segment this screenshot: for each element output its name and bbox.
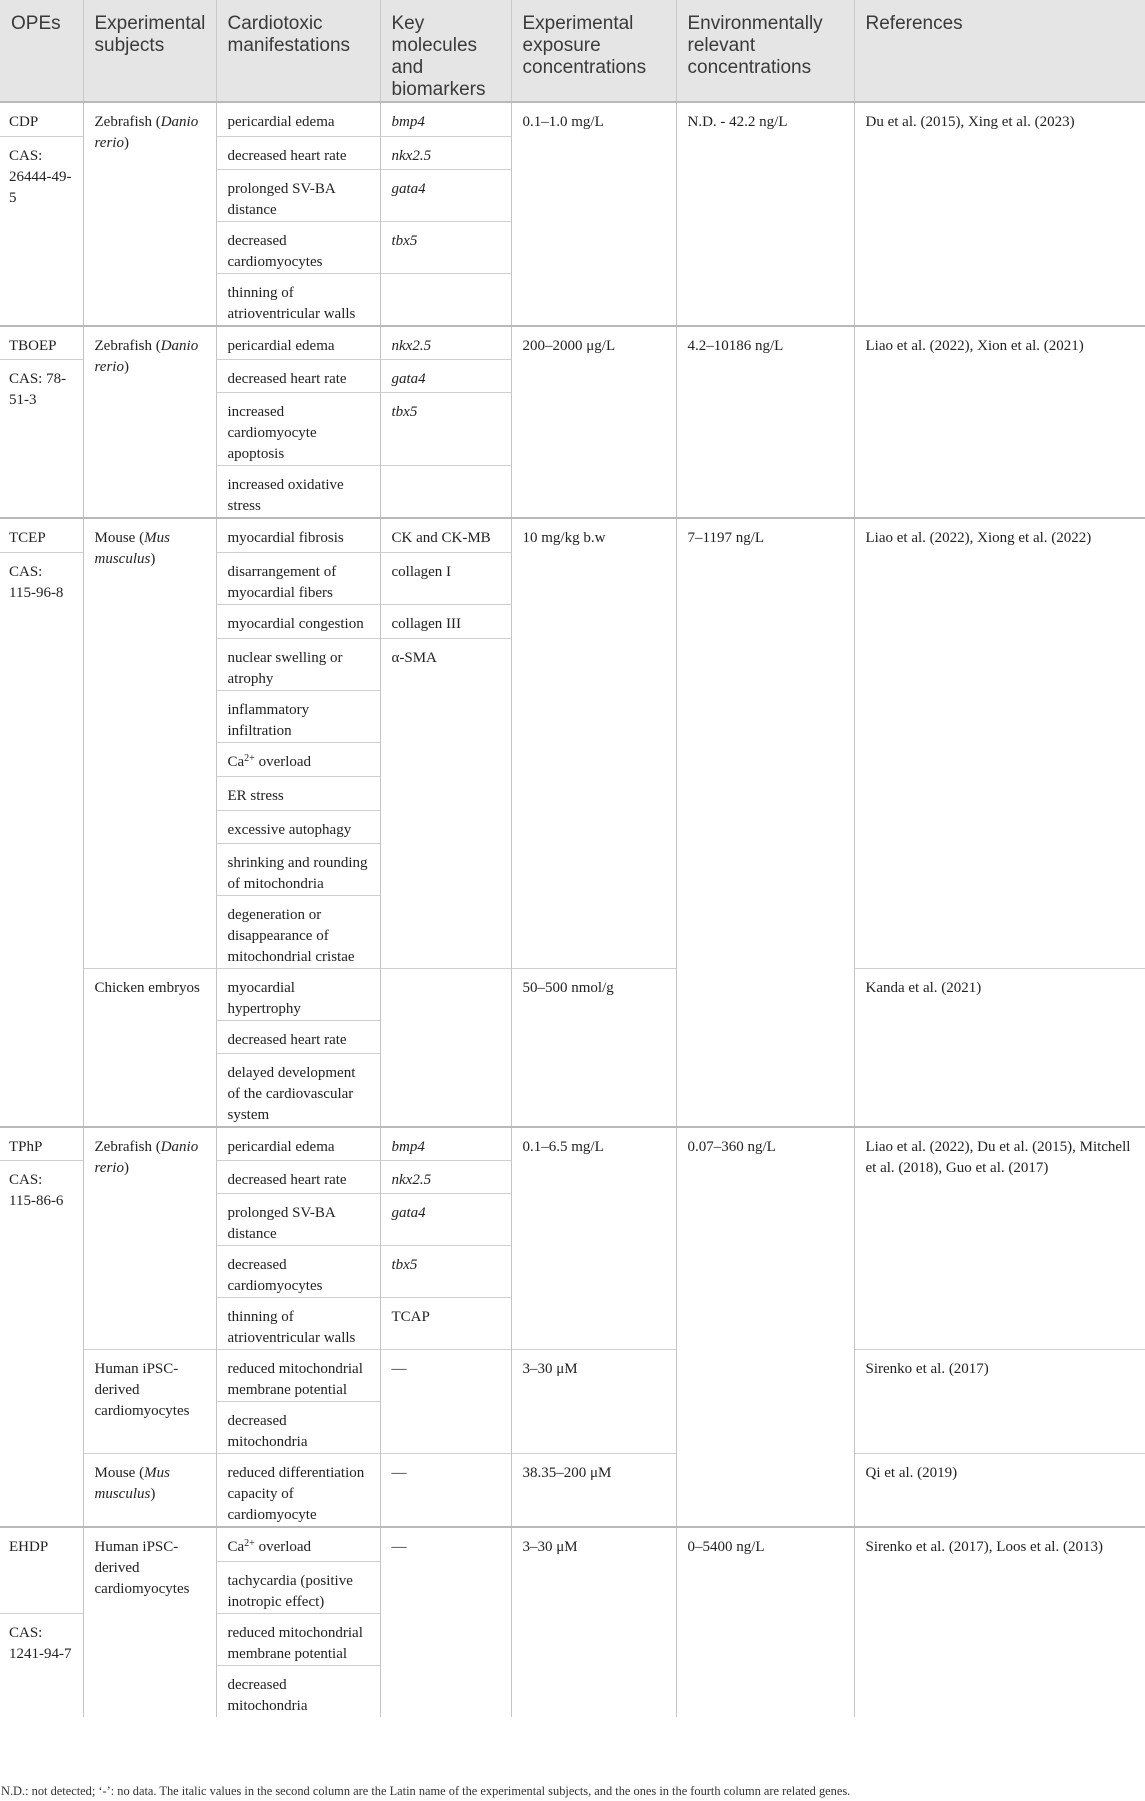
- manifestation: thinning of atrioventricular walls: [216, 1298, 380, 1350]
- marker: —: [380, 1454, 511, 1528]
- marker: bmp4: [380, 1127, 511, 1161]
- header-environmental-concentrations: Environmentally relevant concentrations: [676, 0, 854, 102]
- manifestation: pericardial edema: [216, 102, 380, 136]
- table-row: [0, 968, 1145, 1020]
- manifestation: $Ca^{2+}$ overload: [216, 1527, 380, 1561]
- marker: [380, 466, 511, 519]
- manifestation: ER stress: [216, 776, 380, 810]
- superscript: 2+: [244, 752, 255, 764]
- manifestation: reduced mitochondrial membrane potential: [216, 1350, 380, 1402]
- marker: tbx5: [380, 393, 511, 466]
- exposure-concentration: 200–2000 μg/L: [511, 326, 676, 519]
- experimental-subject: Chicken embryos: [83, 968, 216, 1127]
- manifestation: myocardial hypertrophy: [216, 968, 380, 1020]
- cas-number: CAS: 78-51-3: [0, 360, 83, 519]
- exposure-concentration: 38.35–200 μM: [511, 1454, 676, 1528]
- manifestation: excessive autophagy: [216, 810, 380, 843]
- references: Liao et al. (2022), Xion et al. (2021): [854, 326, 1145, 519]
- superscript: 2+: [244, 1538, 255, 1549]
- manifestation: thinning of atrioventricular walls: [216, 273, 380, 326]
- table-row: [0, 326, 1145, 360]
- table-row: [0, 102, 1145, 136]
- marker: bmp4: [380, 102, 511, 136]
- marker: gata4: [380, 1194, 511, 1246]
- ope-name: TBOEP: [0, 326, 83, 360]
- manifestation: decreased heart rate: [216, 136, 380, 169]
- cas-number: CAS: 115-96-8: [0, 552, 83, 1127]
- environmental-concentration: 7–1197 ng/L: [676, 518, 854, 1127]
- cas-number: CAS: 1241-94-7: [0, 1613, 83, 1717]
- experimental-subject: Mouse (Mus musculus): [83, 1454, 216, 1528]
- manifestation: pericardial edema: [216, 1127, 380, 1161]
- exposure-concentration: 3–30 μM: [511, 1527, 676, 1717]
- environmental-concentration: 4.2–10186 ng/L: [676, 326, 854, 519]
- marker: tbx5: [380, 221, 511, 273]
- table-row: [0, 1527, 1145, 1561]
- manifestation: decreased heart rate: [216, 1161, 380, 1194]
- manifestation: decreased cardiomyocytes: [216, 1246, 380, 1298]
- header-references: References: [854, 0, 1145, 102]
- marker: α-SMA: [380, 638, 511, 968]
- table-row: [0, 1127, 1145, 1161]
- ope-name: TPhP: [0, 1127, 83, 1161]
- exposure-concentration: 0.1–1.0 mg/L: [511, 102, 676, 326]
- manifestation: pericardial edema: [216, 326, 380, 360]
- marker: tbx5: [380, 1246, 511, 1298]
- ope-name: CDP: [0, 102, 83, 136]
- experimental-subject: Mouse (Mus musculus): [83, 518, 216, 968]
- environmental-concentration: N.D. - 42.2 ng/L: [676, 102, 854, 326]
- header-experimental-subjects: Experimental subjects: [83, 0, 216, 102]
- header-row: [0, 0, 1145, 102]
- manifestation: tachycardia (positive inotropic effect): [216, 1561, 380, 1613]
- manifestation: decreased heart rate: [216, 360, 380, 393]
- ope-name: EHDP: [0, 1527, 83, 1613]
- marker: nkx2.5: [380, 326, 511, 360]
- manifestation: disarrangement of myocardial fibers: [216, 552, 380, 604]
- manifestation: decreased cardiomyocytes: [216, 221, 380, 273]
- header-exposure-concentrations: Experimental exposure concentrations: [511, 0, 676, 102]
- manifestation: myocardial fibrosis: [216, 518, 380, 552]
- manifestation: nuclear swelling or atrophy: [216, 638, 380, 690]
- header-cardiotoxic-manifestations: Cardiotoxic manifestations: [216, 0, 380, 102]
- manifestation: increased cardiomyocyte apoptosis: [216, 393, 380, 466]
- marker-empty: [380, 968, 511, 1127]
- references: Liao et al. (2022), Du et al. (2015), Mitchell et al. (2018), Guo et al. (2017): [854, 1127, 1145, 1350]
- marker: —: [380, 1350, 511, 1454]
- table-row: [0, 1454, 1145, 1528]
- references: Du et al. (2015), Xing et al. (2023): [854, 102, 1145, 326]
- manifestation: $Ca^{2+}$ overload: [216, 742, 380, 776]
- marker: collagen III: [380, 604, 511, 638]
- exposure-concentration: 0.1–6.5 mg/L: [511, 1127, 676, 1350]
- marker: [380, 273, 511, 326]
- experimental-subject: Human iPSC-derived cardiomyocytes: [83, 1527, 216, 1717]
- marker: gata4: [380, 360, 511, 393]
- manifestation: decreased heart rate: [216, 1020, 380, 1053]
- references: Sirenko et al. (2017): [854, 1350, 1145, 1454]
- marker: CK and CK-MB: [380, 518, 511, 552]
- manifestation: delayed development of the cardiovascular system: [216, 1053, 380, 1127]
- cas-number: CAS: 115-86-6: [0, 1161, 83, 1528]
- environmental-concentration: 0.07–360 ng/L: [676, 1127, 854, 1528]
- manifestation: decreased mitochondria: [216, 1665, 380, 1717]
- marker: TCAP: [380, 1298, 511, 1350]
- manifestation: increased oxidative stress: [216, 466, 380, 519]
- manifestation: reduced mitochondrial membrane potential: [216, 1613, 380, 1665]
- marker: nkx2.5: [380, 1161, 511, 1194]
- references: Sirenko et al. (2017), Loos et al. (2013): [854, 1527, 1145, 1717]
- marker: gata4: [380, 169, 511, 221]
- manifestation: reduced differentiation capacity of cardiomyocyte: [216, 1454, 380, 1528]
- manifestation: myocardial congestion: [216, 604, 380, 638]
- manifestation: degeneration or disappearance of mitochondrial cristae: [216, 895, 380, 968]
- marker: nkx2.5: [380, 136, 511, 169]
- exposure-concentration: 3–30 μM: [511, 1350, 676, 1454]
- table-row: [0, 1350, 1145, 1402]
- exposure-concentration: 10 mg/kg b.w: [511, 518, 676, 968]
- manifestation: inflammatory infiltration: [216, 690, 380, 742]
- environmental-concentration: 0–5400 ng/L: [676, 1527, 854, 1717]
- ope-name: TCEP: [0, 518, 83, 552]
- manifestation: decreased mitochondria: [216, 1402, 380, 1454]
- header-opes: OPEs: [0, 0, 83, 102]
- manifestation: prolonged SV-BA distance: [216, 1194, 380, 1246]
- references: Kanda et al. (2021): [854, 968, 1145, 1127]
- experimental-subject: Zebrafish (Danio rerio): [83, 326, 216, 519]
- marker: —: [380, 1527, 511, 1717]
- experimental-subject: Human iPSC-derived cardiomyocytes: [83, 1350, 216, 1454]
- references: Liao et al. (2022), Xiong et al. (2022): [854, 518, 1145, 968]
- references: Qi et al. (2019): [854, 1454, 1145, 1528]
- manifestation: prolonged SV-BA distance: [216, 169, 380, 221]
- marker: collagen I: [380, 552, 511, 604]
- experimental-subject: Zebrafish (Danio rerio): [83, 1127, 216, 1350]
- manifestation: shrinking and rounding of mitochondria: [216, 843, 380, 895]
- header-key-molecules: Key molecules and biomarkers: [380, 0, 511, 102]
- exposure-concentration: 50–500 nmol/g: [511, 968, 676, 1127]
- cas-number: CAS: 26444-49-5: [0, 136, 83, 326]
- table-footnote: N.D.: not detected; ‘-’: no data. The italic values in the second column are the Latin name of the experimental subjects, and the ones in the fourth column are related genes.: [1, 1784, 851, 1798]
- table-row: [0, 518, 1145, 552]
- experimental-subject: Zebrafish (Danio rerio): [83, 102, 216, 326]
